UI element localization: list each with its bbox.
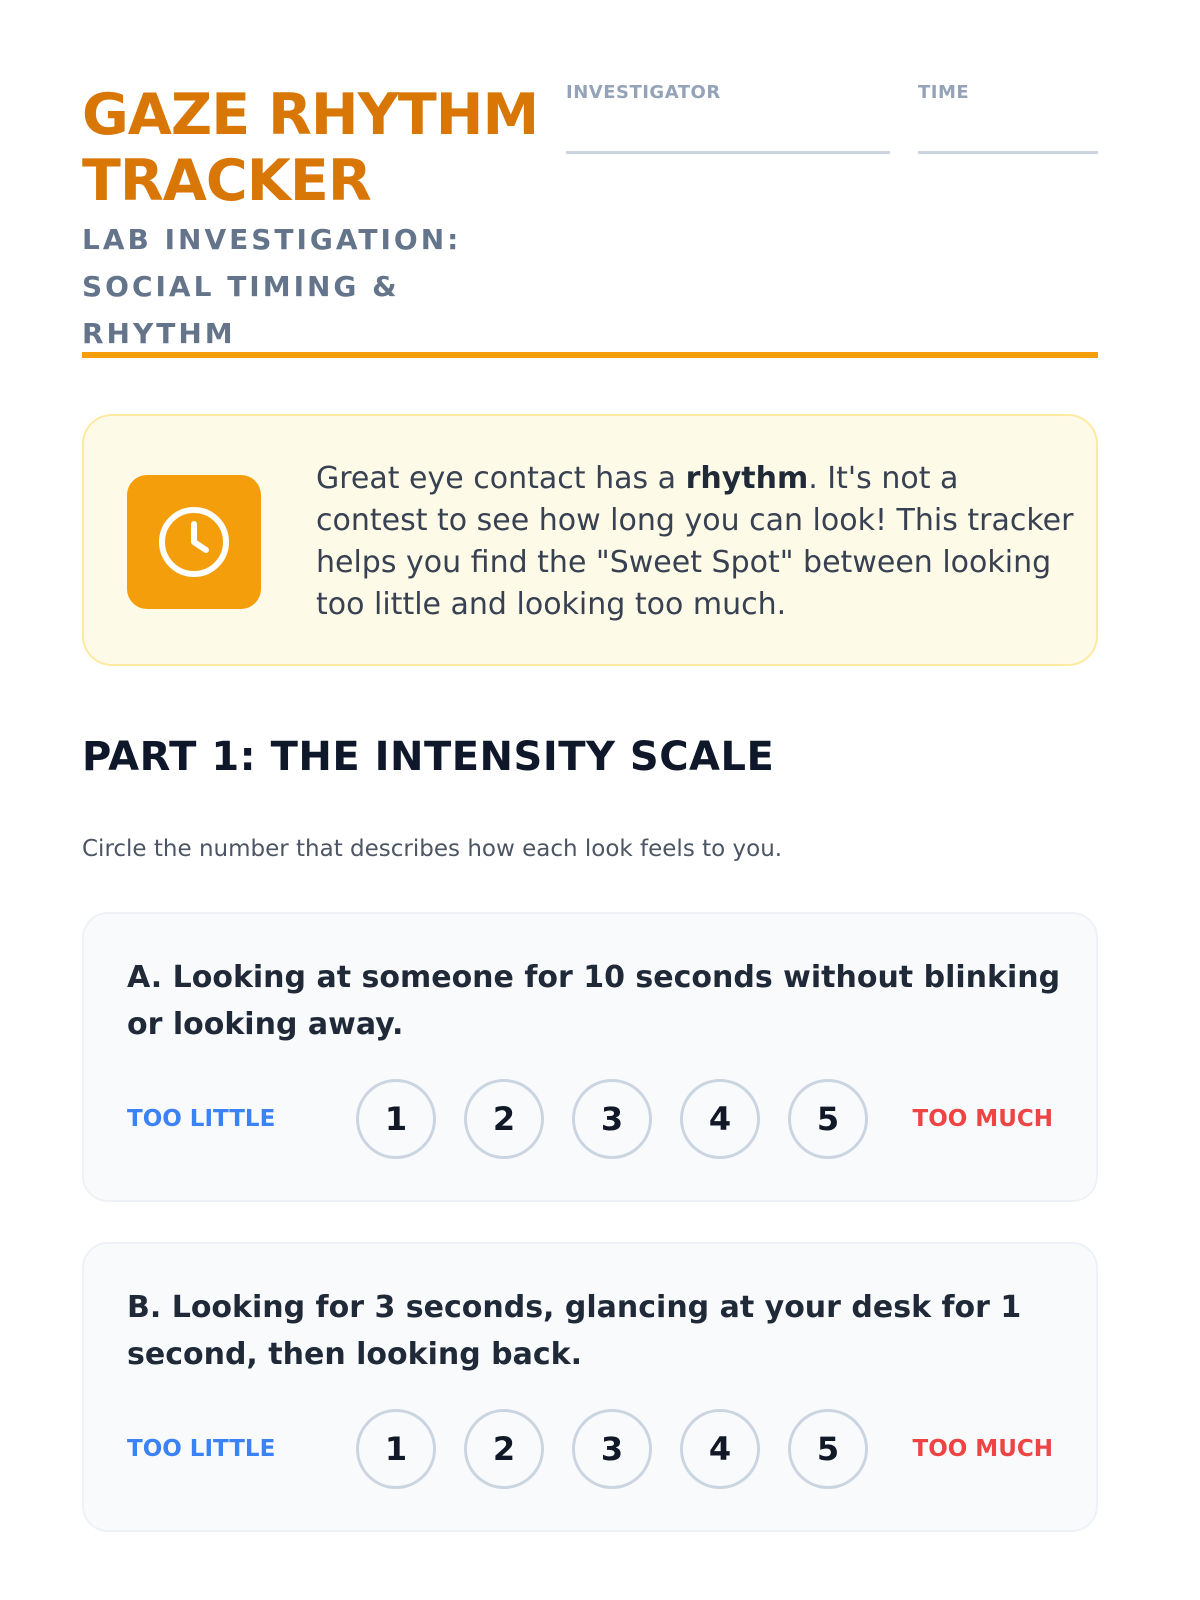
intro-text-end: . It's not a contest to see how long you can look! This tracker helps you find the "Sweet Spot" between looking too little and looking too much. — [316, 461, 1074, 622]
scale-high-label: TOO MUCH — [912, 1436, 1053, 1462]
intensity-scale — [127, 1079, 1053, 1159]
intro-callout — [82, 414, 1098, 666]
title-line-1: GAZE RHYTHM — [82, 82, 539, 148]
worksheet-subtitle — [82, 216, 562, 357]
investigator-label: INVESTIGATOR — [566, 82, 721, 103]
scale-option-2[interactable]: 2 — [464, 1079, 544, 1159]
investigator-field[interactable] — [566, 82, 890, 154]
time-write-line[interactable] — [918, 151, 1098, 154]
part1-instruction: Circle the number that describes how each look feels to you. — [82, 836, 783, 862]
question-card — [82, 912, 1098, 1202]
scale-option-5[interactable]: 5 — [788, 1409, 868, 1489]
scale-option-4[interactable]: 4 — [680, 1079, 760, 1159]
time-field[interactable] — [918, 82, 1098, 154]
time-label: TIME — [918, 82, 970, 103]
scale-option-1[interactable]: 1 — [356, 1409, 436, 1489]
scale-low-label: TOO LITTLE — [127, 1106, 276, 1132]
scale-option-5[interactable]: 5 — [788, 1079, 868, 1159]
investigator-write-line[interactable] — [566, 151, 890, 154]
scale-option-3[interactable]: 3 — [572, 1079, 652, 1159]
scale-option-2[interactable]: 2 — [464, 1409, 544, 1489]
subtitle-line-2: SOCIAL TIMING & RHYTHM — [82, 270, 400, 350]
question-text: A. Looking at someone for 10 seconds without blinking or looking away. — [127, 960, 1061, 1042]
intro-text-start: Great eye contact has a — [316, 461, 686, 496]
intro-text — [316, 458, 1076, 626]
scale-option-3[interactable]: 3 — [572, 1409, 652, 1489]
question-text: B. Looking for 3 seconds, glancing at your desk for 1 second, then looking back. — [127, 1290, 1022, 1372]
scale-low-label: TOO LITTLE — [127, 1436, 276, 1462]
worksheet-header — [82, 0, 1098, 358]
subtitle-line-1: LAB INVESTIGATION: — [82, 223, 462, 256]
scale-option-4[interactable]: 4 — [680, 1409, 760, 1489]
worksheet-title — [82, 82, 552, 214]
part1-title: PART 1: THE INTENSITY SCALE — [82, 734, 775, 780]
intro-text-emphasis: rhythm — [685, 461, 809, 496]
scale-option-1[interactable]: 1 — [356, 1079, 436, 1159]
scale-high-label: TOO MUCH — [912, 1106, 1053, 1132]
clock-icon — [127, 475, 261, 609]
question-card — [82, 1242, 1098, 1532]
title-line-2: TRACKER — [82, 148, 371, 214]
intensity-scale — [127, 1409, 1053, 1489]
